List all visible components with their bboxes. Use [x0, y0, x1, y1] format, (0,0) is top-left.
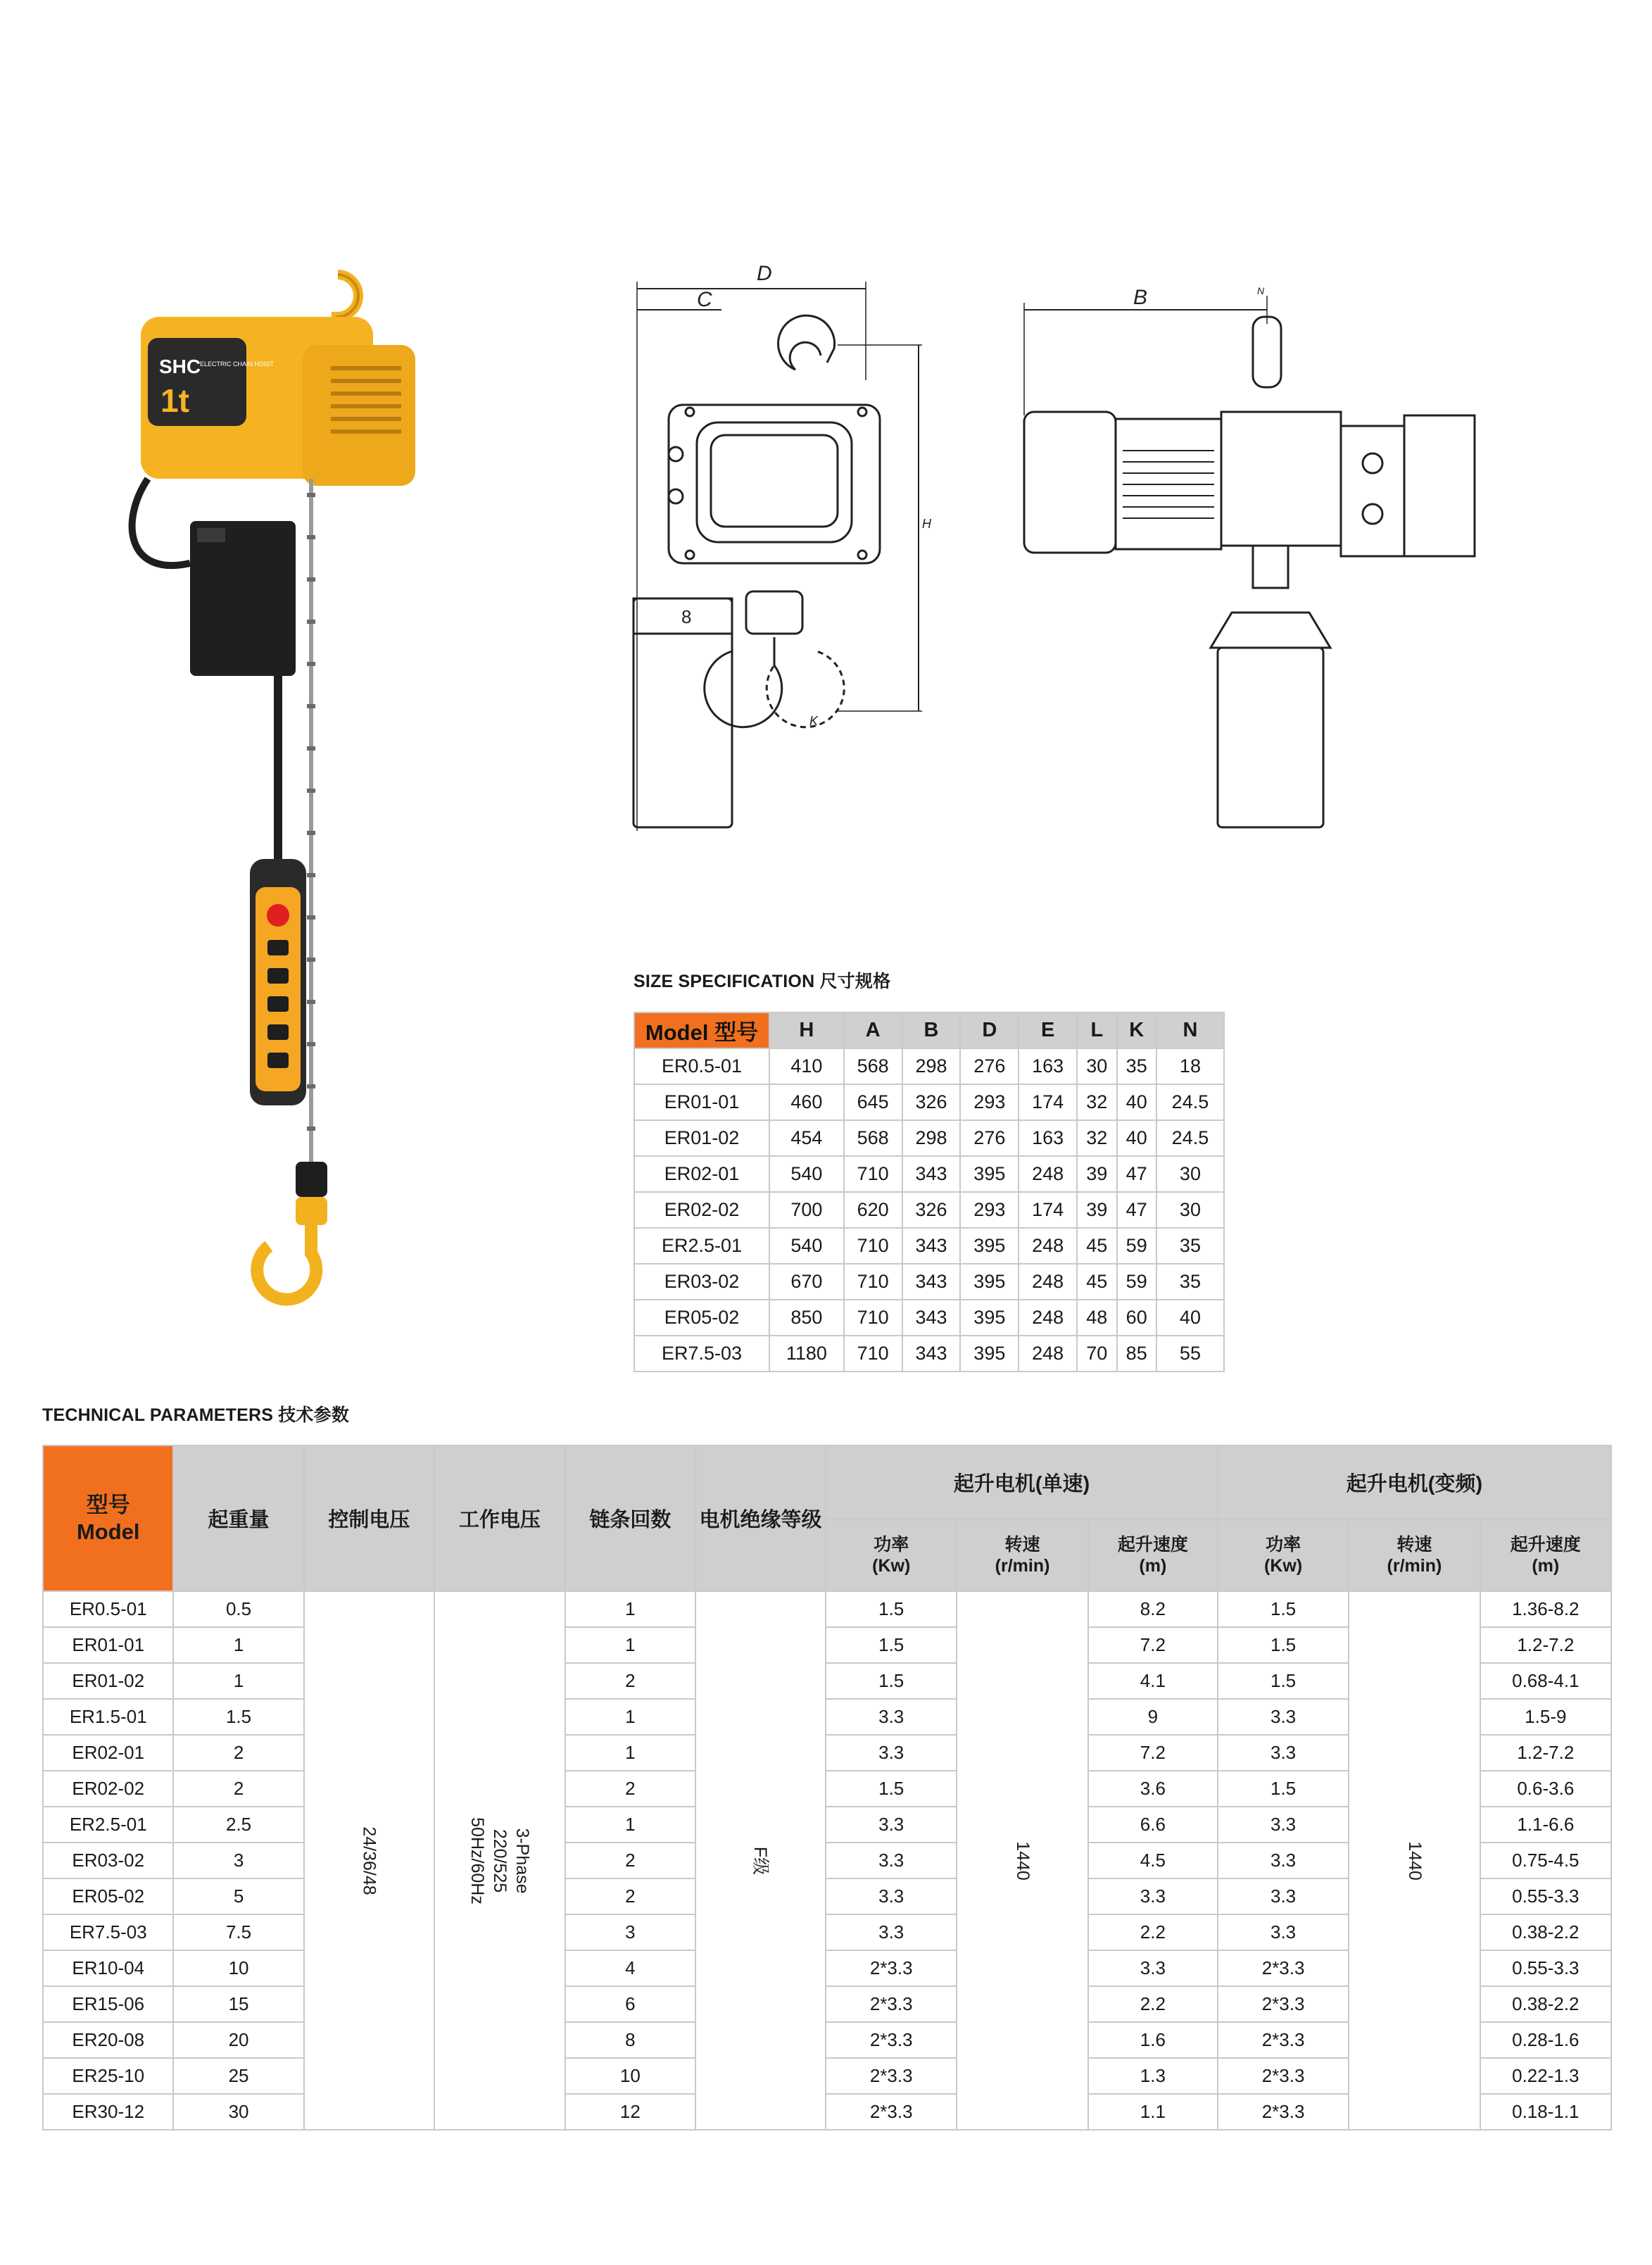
brand-logo-text: SHC [159, 356, 201, 377]
size-cell-value: 55 [1156, 1336, 1224, 1372]
size-spec-header-row [634, 1012, 1224, 1048]
tech-cell-single-power: 2*3.3 [826, 1950, 957, 1986]
size-cell-value: 30 [1156, 1156, 1224, 1192]
tech-cell-variable-power: 3.3 [1218, 1843, 1349, 1878]
tech-header-row-1 [43, 1445, 1611, 1519]
tech-cell-single-power: 1.5 [826, 1771, 957, 1807]
size-cell-value: 645 [844, 1084, 902, 1120]
tech-cell-capacity: 1.5 [173, 1699, 303, 1735]
size-cell-value: 60 [1117, 1300, 1156, 1336]
tech-cell-chain-falls: 10 [565, 2058, 695, 2094]
size-cell-value: 395 [960, 1300, 1019, 1336]
size-cell-value: 395 [960, 1336, 1019, 1372]
tech-cell-single-rpm [957, 1591, 1087, 2130]
size-cell-value: 460 [769, 1084, 844, 1120]
tech-cell-capacity: 15 [173, 1986, 303, 2022]
tech-header-variable-lift-speed: 起升速度 (m) [1480, 1519, 1611, 1591]
dim-label-d: D [757, 262, 772, 285]
tech-cell-variable-lift-speed: 0.55-3.3 [1480, 1950, 1611, 1986]
tech-cell-chain-falls: 2 [565, 1663, 695, 1699]
size-spec-table [633, 1012, 1225, 1372]
size-spec-title: SIZE SPECIFICATION 尺寸规格 [633, 972, 891, 991]
size-header-e: E [1019, 1012, 1077, 1048]
svg-text:8: 8 [681, 606, 692, 627]
size-cell-value: 85 [1117, 1336, 1156, 1372]
tech-cell-variable-lift-speed: 0.38-2.2 [1480, 1986, 1611, 2022]
tech-cell-variable-power: 1.5 [1218, 1591, 1349, 1627]
tech-cell-single-power: 1.5 [826, 1627, 957, 1663]
size-cell-model: ER0.5-01 [634, 1048, 769, 1084]
hoist-product-image [127, 253, 422, 1352]
size-cell-value: 395 [960, 1228, 1019, 1264]
tech-cell-model: ER10-04 [43, 1950, 173, 1986]
tech-cell-variable-power: 3.3 [1218, 1914, 1349, 1950]
tech-header-variable-rpm: 转速 (r/min) [1349, 1519, 1480, 1591]
tech-cell-chain-falls: 1 [565, 1735, 695, 1771]
tech-header-model-cn: 型号 [86, 1492, 130, 1517]
side-view-drawing [1014, 282, 1506, 838]
size-cell-model: ER02-01 [634, 1156, 769, 1192]
tech-cell-variable-rpm [1349, 1591, 1480, 2130]
size-cell-value: 248 [1019, 1336, 1077, 1372]
tech-cell-variable-power: 2*3.3 [1218, 2094, 1349, 2130]
size-cell-value: 710 [844, 1264, 902, 1300]
size-cell-value: 35 [1117, 1048, 1156, 1084]
tech-cell-capacity: 10 [173, 1950, 303, 1986]
tech-cell-model: ER15-06 [43, 1986, 173, 2022]
tech-cell-single-lift-speed: 1.6 [1088, 2022, 1218, 2058]
size-cell-value: 40 [1117, 1120, 1156, 1156]
tech-cell-variable-lift-speed: 1.2-7.2 [1480, 1735, 1611, 1771]
size-cell-value: 248 [1019, 1228, 1077, 1264]
plate-title: ELECTRIC CHAIN HOIST [200, 360, 275, 368]
size-cell-value: 710 [844, 1300, 902, 1336]
tech-cell-variable-lift-speed: 1.36-8.2 [1480, 1591, 1611, 1627]
size-cell-value: 540 [769, 1156, 844, 1192]
tech-cell-model: ER2.5-01 [43, 1807, 173, 1843]
size-cell-value: 248 [1019, 1156, 1077, 1192]
size-cell-value: 454 [769, 1120, 844, 1156]
tech-cell-single-power: 3.3 [826, 1735, 957, 1771]
size-cell-value: 30 [1077, 1048, 1116, 1084]
size-header-k: K [1117, 1012, 1156, 1048]
tech-header-single-lift-speed: 起升速度 (m) [1088, 1519, 1218, 1591]
size-header-l: L [1077, 1012, 1116, 1048]
tech-cell-variable-lift-speed: 1.5-9 [1480, 1699, 1611, 1735]
size-cell-value: 343 [902, 1156, 961, 1192]
size-cell-value: 343 [902, 1264, 961, 1300]
size-spec-row [634, 1084, 1224, 1120]
size-header-b: B [902, 1012, 961, 1048]
size-spec-row [634, 1192, 1224, 1228]
tech-cell-model: ER02-01 [43, 1735, 173, 1771]
size-spec-row [634, 1048, 1224, 1084]
tech-cell-model: ER0.5-01 [43, 1591, 173, 1627]
tech-cell-chain-falls: 12 [565, 2094, 695, 2130]
tech-cell-working-voltage-text: 3-Phase 220/525 50Hz/60Hz [467, 1817, 532, 1905]
tech-cell-chain-falls: 6 [565, 1986, 695, 2022]
size-cell-value: 39 [1077, 1156, 1116, 1192]
size-cell-model: ER01-02 [634, 1120, 769, 1156]
size-header-n: N [1156, 1012, 1224, 1048]
tech-cell-variable-lift-speed: 0.18-1.1 [1480, 2094, 1611, 2130]
size-cell-value: 32 [1077, 1120, 1116, 1156]
tech-cell-single-power: 2*3.3 [826, 2058, 957, 2094]
size-cell-value: 343 [902, 1336, 961, 1372]
tech-header-single-power: 功率 (Kw) [826, 1519, 957, 1591]
tech-cell-single-power: 3.3 [826, 1914, 957, 1950]
size-cell-value: 48 [1077, 1300, 1116, 1336]
size-cell-value: 620 [844, 1192, 902, 1228]
size-cell-value: 850 [769, 1300, 844, 1336]
dim-label-c: C [697, 288, 712, 311]
tech-cell-single-lift-speed: 3.3 [1088, 1878, 1218, 1914]
tech-cell-single-lift-speed: 7.2 [1088, 1735, 1218, 1771]
tech-cell-single-rpm-text: 1440 [1012, 1840, 1033, 1881]
size-cell-value: 45 [1077, 1228, 1116, 1264]
tech-header-single-speed: 起升电机(单速) [826, 1445, 1218, 1519]
tech-cell-capacity: 3 [173, 1843, 303, 1878]
size-cell-value: 59 [1117, 1228, 1156, 1264]
size-cell-value: 248 [1019, 1264, 1077, 1300]
size-cell-value: 326 [902, 1084, 961, 1120]
tech-cell-capacity: 20 [173, 2022, 303, 2058]
tech-cell-insulation-text: F级 [750, 1846, 771, 1875]
tech-cell-capacity: 0.5 [173, 1591, 303, 1627]
tech-cell-variable-rpm-text: 1440 [1404, 1840, 1425, 1881]
size-spec-row [634, 1120, 1224, 1156]
size-cell-value: 45 [1077, 1264, 1116, 1300]
tech-cell-control-voltage-text: 24/36/48 [359, 1826, 379, 1895]
size-cell-value: 248 [1019, 1300, 1077, 1336]
dim-label-h: H [922, 517, 931, 531]
tech-params-table [42, 1445, 1612, 2131]
dim-label-n: N [1257, 285, 1265, 296]
size-cell-value: 670 [769, 1264, 844, 1300]
tech-cell-variable-power: 1.5 [1218, 1663, 1349, 1699]
size-cell-model: ER02-02 [634, 1192, 769, 1228]
tech-cell-chain-falls: 2 [565, 1878, 695, 1914]
tech-cell-model: ER05-02 [43, 1878, 173, 1914]
tech-cell-single-power: 3.3 [826, 1843, 957, 1878]
tech-cell-variable-power: 3.3 [1218, 1807, 1349, 1843]
size-cell-value: 18 [1156, 1048, 1224, 1084]
tech-cell-model: ER1.5-01 [43, 1699, 173, 1735]
tech-header-working-voltage: 工作电压 [434, 1445, 565, 1591]
tech-cell-capacity: 2 [173, 1771, 303, 1807]
tech-header-variable-power: 功率 (Kw) [1218, 1519, 1349, 1591]
tech-cell-single-lift-speed: 3.6 [1088, 1771, 1218, 1807]
tech-cell-single-power: 1.5 [826, 1663, 957, 1699]
tech-cell-single-power: 3.3 [826, 1699, 957, 1735]
capacity-badge: 1t [160, 382, 189, 419]
tech-cell-single-power: 2*3.3 [826, 2022, 957, 2058]
tech-cell-capacity: 2 [173, 1735, 303, 1771]
size-cell-value: 568 [844, 1048, 902, 1084]
tech-cell-single-lift-speed: 4.5 [1088, 1843, 1218, 1878]
size-header-a: A [844, 1012, 902, 1048]
size-cell-value: 39 [1077, 1192, 1116, 1228]
tech-cell-model: ER03-02 [43, 1843, 173, 1878]
tech-cell-single-lift-speed: 7.2 [1088, 1627, 1218, 1663]
size-cell-value: 35 [1156, 1264, 1224, 1300]
tech-cell-variable-power: 1.5 [1218, 1771, 1349, 1807]
size-cell-model: ER2.5-01 [634, 1228, 769, 1264]
tech-cell-model: ER01-02 [43, 1663, 173, 1699]
tech-cell-variable-power: 3.3 [1218, 1699, 1349, 1735]
tech-cell-model: ER7.5-03 [43, 1914, 173, 1950]
tech-cell-single-power: 2*3.3 [826, 1986, 957, 2022]
size-cell-value: 700 [769, 1192, 844, 1228]
tech-cell-variable-power: 3.3 [1218, 1878, 1349, 1914]
size-cell-value: 47 [1117, 1192, 1156, 1228]
tech-cell-variable-lift-speed: 0.28-1.6 [1480, 2022, 1611, 2058]
size-cell-value: 298 [902, 1048, 961, 1084]
tech-cell-capacity: 30 [173, 2094, 303, 2130]
tech-cell-variable-lift-speed: 0.75-4.5 [1480, 1843, 1611, 1878]
size-cell-value: 35 [1156, 1228, 1224, 1264]
tech-cell-chain-falls: 3 [565, 1914, 695, 1950]
tech-cell-working-voltage [434, 1591, 565, 2130]
tech-cell-chain-falls: 2 [565, 1771, 695, 1807]
size-header-d: D [960, 1012, 1019, 1048]
tech-cell-single-lift-speed: 2.2 [1088, 1914, 1218, 1950]
size-cell-value: 70 [1077, 1336, 1116, 1372]
size-cell-value: 326 [902, 1192, 961, 1228]
size-cell-value: 30 [1156, 1192, 1224, 1228]
size-cell-value: 343 [902, 1228, 961, 1264]
tech-cell-chain-falls: 1 [565, 1627, 695, 1663]
tech-cell-variable-lift-speed: 0.68-4.1 [1480, 1663, 1611, 1699]
size-cell-value: 47 [1117, 1156, 1156, 1192]
tech-cell-capacity: 25 [173, 2058, 303, 2094]
size-cell-value: 710 [844, 1336, 902, 1372]
tech-header-model [43, 1445, 173, 1591]
tech-cell-chain-falls: 4 [565, 1950, 695, 1986]
size-header-h: H [769, 1012, 844, 1048]
tech-cell-chain-falls: 8 [565, 2022, 695, 2058]
tech-cell-chain-falls: 1 [565, 1699, 695, 1735]
tech-cell-control-voltage [304, 1591, 435, 2130]
size-spec-row [634, 1300, 1224, 1336]
size-cell-model: ER7.5-03 [634, 1336, 769, 1372]
tech-cell-chain-falls: 1 [565, 1591, 695, 1627]
size-cell-value: 163 [1019, 1120, 1077, 1156]
tech-cell-variable-lift-speed: 0.6-3.6 [1480, 1771, 1611, 1807]
size-cell-value: 24.5 [1156, 1084, 1224, 1120]
tech-header-chain-falls: 链条回数 [565, 1445, 695, 1591]
dim-label-k: K [809, 714, 819, 728]
tech-cell-model: ER01-01 [43, 1627, 173, 1663]
size-cell-value: 174 [1019, 1084, 1077, 1120]
tech-cell-single-power: 1.5 [826, 1591, 957, 1627]
tech-cell-variable-power: 2*3.3 [1218, 2058, 1349, 2094]
size-spec-row [634, 1336, 1224, 1372]
tech-cell-single-power: 3.3 [826, 1807, 957, 1843]
tech-cell-variable-lift-speed: 1.2-7.2 [1480, 1627, 1611, 1663]
tech-row [43, 1591, 1611, 1627]
size-cell-value: 32 [1077, 1084, 1116, 1120]
tech-params-title: TECHNICAL PARAMETERS 技术参数 [42, 1405, 350, 1425]
tech-cell-single-lift-speed: 2.2 [1088, 1986, 1218, 2022]
tech-cell-single-lift-speed: 3.3 [1088, 1950, 1218, 1986]
size-spec-row [634, 1228, 1224, 1264]
front-view-drawing [626, 253, 943, 838]
size-spec-row [634, 1156, 1224, 1192]
tech-cell-variable-power: 2*3.3 [1218, 1950, 1349, 1986]
tech-header-insulation: 电机绝缘等级 [695, 1445, 826, 1591]
tech-cell-variable-lift-speed: 1.1-6.6 [1480, 1807, 1611, 1843]
tech-cell-capacity: 1 [173, 1627, 303, 1663]
size-cell-model: ER03-02 [634, 1264, 769, 1300]
tech-header-capacity: 起重量 [173, 1445, 303, 1591]
tech-cell-single-power: 3.3 [826, 1878, 957, 1914]
tech-cell-single-lift-speed: 1.1 [1088, 2094, 1218, 2130]
tech-cell-chain-falls: 2 [565, 1843, 695, 1878]
size-cell-value: 540 [769, 1228, 844, 1264]
tech-header-model-en: Model [76, 1519, 140, 1544]
tech-cell-capacity: 1 [173, 1663, 303, 1699]
size-cell-value: 568 [844, 1120, 902, 1156]
size-cell-value: 1180 [769, 1336, 844, 1372]
size-cell-value: 298 [902, 1120, 961, 1156]
tech-header-variable-speed: 起升电机(变频) [1218, 1445, 1611, 1519]
size-cell-model: ER05-02 [634, 1300, 769, 1336]
tech-cell-model: ER20-08 [43, 2022, 173, 2058]
size-cell-model: ER01-01 [634, 1084, 769, 1120]
tech-cell-capacity: 7.5 [173, 1914, 303, 1950]
size-cell-value: 395 [960, 1264, 1019, 1300]
tech-cell-model: ER25-10 [43, 2058, 173, 2094]
size-cell-value: 395 [960, 1156, 1019, 1192]
tech-header-single-rpm: 转速 (r/min) [957, 1519, 1087, 1591]
size-cell-value: 343 [902, 1300, 961, 1336]
size-cell-value: 276 [960, 1048, 1019, 1084]
tech-cell-capacity: 2.5 [173, 1807, 303, 1843]
tech-cell-single-lift-speed: 8.2 [1088, 1591, 1218, 1627]
size-cell-value: 410 [769, 1048, 844, 1084]
tech-cell-model: ER30-12 [43, 2094, 173, 2130]
tech-cell-model: ER02-02 [43, 1771, 173, 1807]
size-cell-value: 293 [960, 1192, 1019, 1228]
tech-cell-single-lift-speed: 4.1 [1088, 1663, 1218, 1699]
size-cell-value: 163 [1019, 1048, 1077, 1084]
tech-cell-variable-power: 3.3 [1218, 1735, 1349, 1771]
size-cell-value: 24.5 [1156, 1120, 1224, 1156]
tech-header-control-voltage: 控制电压 [304, 1445, 435, 1591]
size-cell-value: 710 [844, 1228, 902, 1264]
tech-cell-variable-power: 2*3.3 [1218, 2022, 1349, 2058]
size-cell-value: 276 [960, 1120, 1019, 1156]
tech-cell-single-lift-speed: 1.3 [1088, 2058, 1218, 2094]
tech-cell-single-power: 2*3.3 [826, 2094, 957, 2130]
tech-cell-single-lift-speed: 9 [1088, 1699, 1218, 1735]
tech-cell-variable-lift-speed: 0.22-1.3 [1480, 2058, 1611, 2094]
tech-cell-single-lift-speed: 6.6 [1088, 1807, 1218, 1843]
dim-label-b: B [1133, 286, 1148, 309]
size-cell-value: 293 [960, 1084, 1019, 1120]
tech-cell-capacity: 5 [173, 1878, 303, 1914]
tech-cell-variable-power: 1.5 [1218, 1627, 1349, 1663]
size-cell-value: 710 [844, 1156, 902, 1192]
tech-cell-variable-lift-speed: 0.55-3.3 [1480, 1878, 1611, 1914]
tech-cell-insulation [695, 1591, 826, 2130]
tech-cell-chain-falls: 1 [565, 1807, 695, 1843]
size-cell-value: 40 [1156, 1300, 1224, 1336]
size-cell-value: 40 [1117, 1084, 1156, 1120]
tech-cell-variable-power: 2*3.3 [1218, 1986, 1349, 2022]
tech-cell-variable-lift-speed: 0.38-2.2 [1480, 1914, 1611, 1950]
size-cell-value: 59 [1117, 1264, 1156, 1300]
size-header-model: Model 型号 [634, 1012, 769, 1048]
size-cell-value: 174 [1019, 1192, 1077, 1228]
size-spec-row [634, 1264, 1224, 1300]
